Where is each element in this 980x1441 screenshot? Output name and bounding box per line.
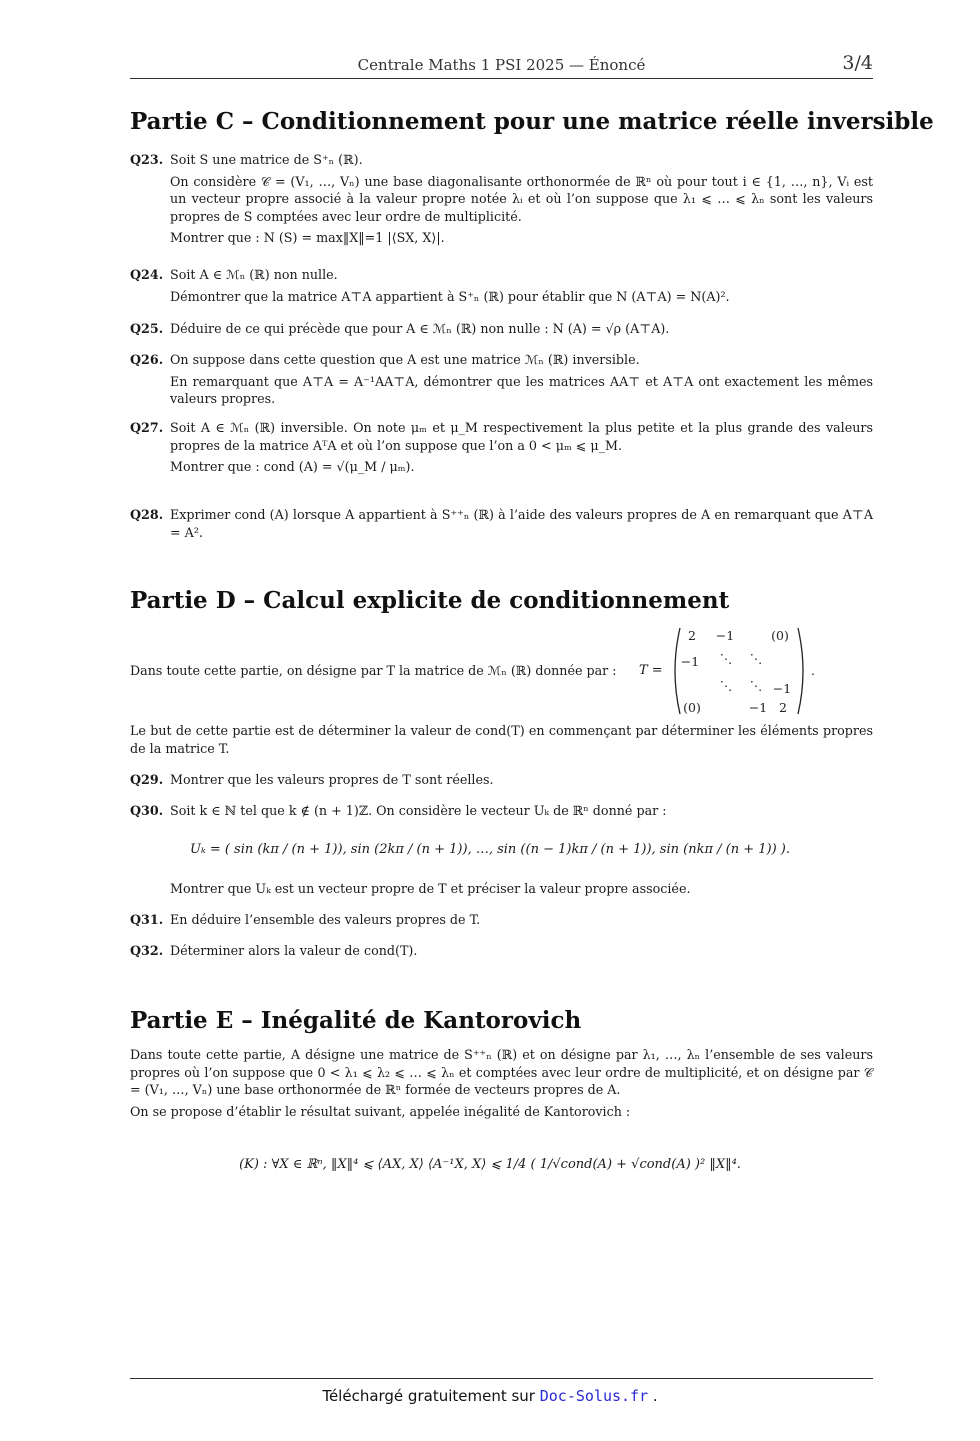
section-title-partie-c: Partie C – Conditionnement pour une matrice réelle inversible (130, 108, 934, 135)
question-text: On considère 𝒞 = (V₁, …, Vₙ) une base diagonalisante orthonormée de ℝⁿ où pour tout i ∈ {1, …, n}, Vᵢ est un vecteur propre associé à la valeur propre notée λᵢ et où l’on suppose que λ₁ ⩽ … ⩽ λₙ sont les valeurs propres de S comptées avec leur ordre de multiplicité. (170, 173, 873, 224)
matrix-cell: −1 (715, 628, 735, 643)
question-q30-continued (130, 880, 873, 902)
left-bracket (675, 628, 680, 714)
matrix-cell: ⋱ (719, 678, 733, 693)
question-q32 (130, 942, 873, 964)
page-number: 3/4 (842, 52, 873, 74)
question-text: En déduire l’ensemble des valeurs propres de T. (170, 912, 481, 927)
matrix-cell: 2 (688, 628, 696, 643)
question-text: Soit A ∈ ℳₙ (ℝ) non nulle. (170, 267, 338, 282)
vector-uk-formula: Uₖ = ( sin (kπ / (n + 1)), sin (2kπ / (n + 1)), …, sin ((n − 1)kπ / (n + 1)), sin (nkπ / (n + 1)) ). (190, 842, 790, 857)
matrix-cell: −1 (748, 700, 768, 715)
matrix-cell: 2 (779, 700, 787, 715)
matrix-intro-text: Dans toute cette partie, on désigne par T la matrice de ℳₙ (ℝ) donnée par : (130, 663, 617, 678)
question-text: Montrer que Uₖ est un vecteur propre de T et préciser la valeur propre associée. (170, 881, 691, 896)
page-footer (0, 1387, 980, 1405)
question-q29 (130, 771, 873, 793)
question-number: Q25. (130, 321, 164, 336)
question-number: Q31. (130, 912, 164, 927)
question-text: Déterminer alors la valeur de cond(T). (170, 943, 418, 958)
paragraph-text: Le but de cette partie est de déterminer la valeur de cond(T) en commençant par déterminer les éléments propres de la matrice T. (130, 723, 873, 756)
header-title: Centrale Maths 1 PSI 2025 — Énoncé (357, 56, 646, 74)
partie-d-goal (130, 722, 873, 757)
question-text: Exprimer cond (A) lorsque A appartient à S⁺⁺ₙ (ℝ) à l’aide des valeurs propres de A en remarquant que A⊤A = A². (170, 507, 873, 540)
matrix-t (670, 625, 870, 717)
page-header (130, 52, 873, 79)
question-number: Q24. (130, 267, 164, 282)
question-number: Q29. (130, 772, 164, 787)
question-text: Montrer que : N (S) = max‖X‖=1 |⟨SX, X⟩|. (170, 230, 445, 245)
question-q23 (130, 151, 873, 251)
question-text: On suppose dans cette question que A est une matrice ℳₙ (ℝ) inversible. (170, 352, 640, 367)
question-text: Montrer que : cond (A) = √(μ_M / μₘ). (170, 459, 415, 474)
matrix-cell: −1 (680, 654, 700, 669)
question-q25 (130, 320, 873, 342)
question-q28 (130, 506, 873, 545)
paragraph-text: On se propose d’établir le résultat suivant, appelée inégalité de Kantorovich : (130, 1103, 631, 1119)
question-q26 (130, 351, 873, 412)
question-text: En remarquant que A⊤A = A⁻¹AA⊤A, démontrer que les matrices AA⊤ et A⊤A ont exactement les mêmes valeurs propres. (170, 373, 873, 406)
footer-rule (130, 1378, 873, 1379)
question-q24 (130, 266, 873, 309)
paragraph-text: Dans toute cette partie, A désigne une matrice de S⁺⁺ₙ (ℝ) et on désigne par λ₁, …, λₙ l’ensemble de ses valeurs propres où l’on suppose que 0 < λ₁ ⩽ λ₂ ⩽ … ⩽ λₙ et comptées avec leur ordre de multiplicité, et on désigne par 𝒞 = (V₁, …, Vₙ) une base orthonormée de ℝⁿ formée de vecteurs propres de A. (130, 1047, 873, 1097)
matrix-cell: (0) (683, 700, 701, 715)
footer-suffix: . (648, 1387, 658, 1405)
question-q30 (130, 802, 873, 824)
section-title-partie-d: Partie D – Calcul explicite de conditionnement (130, 587, 730, 614)
question-text: Montrer que les valeurs propres de T sont réelles. (170, 772, 494, 787)
section-title-partie-e: Partie E – Inégalité de Kantorovich (130, 1007, 582, 1034)
question-number: Q28. (130, 507, 164, 522)
matrix-end-punct: . (811, 663, 815, 678)
right-bracket (798, 628, 803, 714)
matrix-name: T = (639, 663, 663, 678)
question-text: Soit S une matrice de S⁺ₙ (ℝ). (170, 152, 363, 167)
matrix-cell: ⋱ (749, 678, 763, 693)
question-text: Déduire de ce qui précède que pour A ∈ ℳₙ (ℝ) non nulle : N (A) = √ρ (A⊤A). (170, 321, 670, 336)
question-number: Q23. (130, 152, 164, 167)
matrix-cell: ⋱ (749, 651, 763, 666)
partie-e-intro (130, 1046, 873, 1120)
question-number: Q32. (130, 943, 164, 958)
question-text: Soit A ∈ ℳₙ (ℝ) inversible. On note μₘ et μ_M respectivement la plus petite et la plus grande des valeurs propres de la matrice AᵀA et où l’on suppose que l’on a 0 < μₘ ⩽ μ_M. (170, 420, 873, 453)
matrix-cell: −1 (772, 681, 792, 696)
footer-prefix: Téléchargé gratuitement sur (322, 1387, 540, 1405)
doc-solus-link[interactable]: Doc-Solus.fr (539, 1387, 649, 1405)
question-q31 (130, 911, 873, 933)
question-text: Soit k ∈ ℕ tel que k ∉ (n + 1)ℤ. On considère le vecteur Uₖ de ℝⁿ donné par : (170, 803, 667, 818)
matrix-definition (130, 625, 873, 717)
matrix-cell: ⋱ (719, 651, 733, 666)
kantorovich-inequality: (K) : ∀X ∈ ℝⁿ, ‖X‖⁴ ⩽ ⟨AX, X⟩ ⟨A⁻¹X, X⟩ ⩽ 1/4 ( 1/√cond(A) + √cond(A) )² ‖X‖⁴. (239, 1157, 741, 1172)
question-number: Q27. (130, 420, 164, 435)
question-q27 (130, 419, 873, 480)
question-number: Q26. (130, 352, 164, 367)
question-number: Q30. (130, 803, 164, 818)
question-text: Démontrer que la matrice A⊤A appartient à S⁺ₙ (ℝ) pour établir que N (A⊤A) = N(A)². (170, 288, 730, 304)
matrix-cell: (0) (771, 628, 789, 643)
